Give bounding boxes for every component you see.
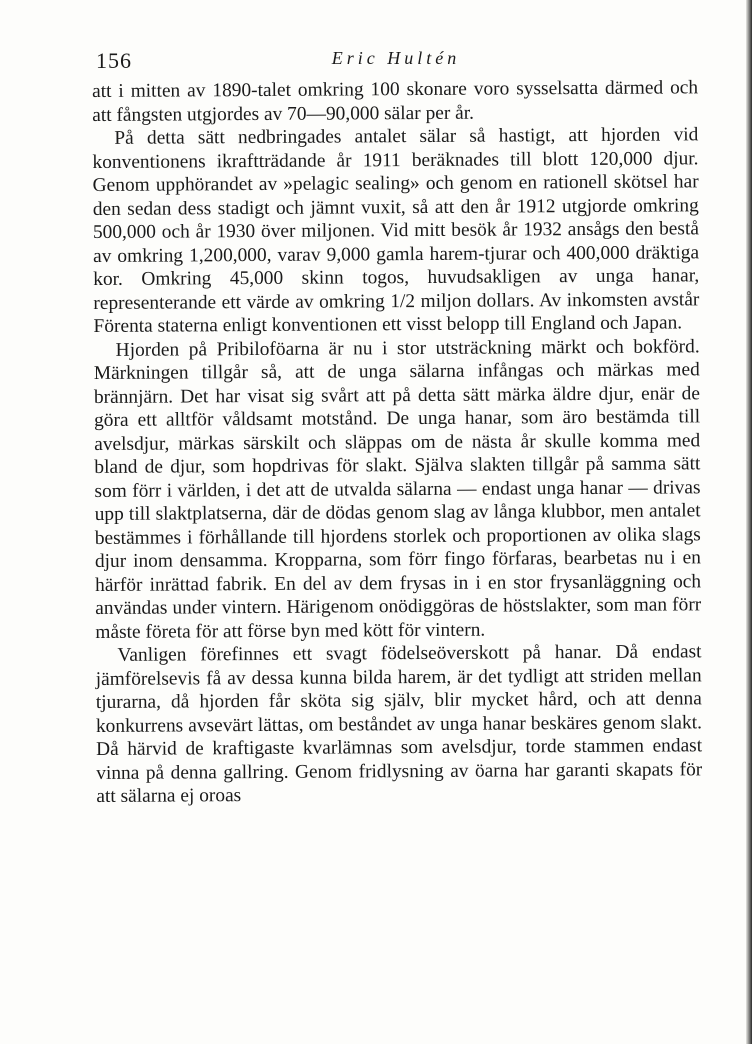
page-number: 156 — [96, 48, 132, 73]
paragraph-1: att i mitten av 1890-talet omkring 100 skonare voro sysselsatta därmed och att fångsten utgjordes av 70—90,000 sälar per år. — [92, 77, 699, 126]
paragraph-4: Vanligen förefinnes ett svagt födelseöverskott på hanar. Då endast jämförelsevis få av dessa kunna bilda harem, är det tydligt att striden mellan tjurarna, då hjorden får sköta sig själv, blir mycket hård, och att denna konkurrens avsevärt lättas, om beståndet av unga hanar beskäres genom slakt. Då härvid de kraftigaste kvarlämnas som avelsdjur, torde stammen endast vinna på denna gallring. Genom fridlysning av öarna har garanti skapats för att sälarna ej oroas — [95, 641, 703, 807]
paragraph-2: På detta sätt nedbringades antalet sälar så hastigt, att hjorden vid konventionens ikraftträdande år 1911 beräknades till blott 120,000 djur. Genom upphörandet av »pelagic sealing» och genom en rationell skötsel har den sedan dess stadigt och jämnt vuxit, så att den år 1912 utgjorde omkring 500,000 och år 1930 över miljonen. Vid mitt besök år 1932 ansågs den bestå av omkring 1,200,000, varav 9,000 gamla harem-tjurar och 400,000 dräktiga kor. Omkring 45,000 skinn togos, huvudsakligen av unga hanar, representerande ett värde av omkring 1/2 miljon dollars. Av inkomsten avstår Förenta staterna enligt konventionen ett visst belopp till England och Japan. — [92, 124, 700, 337]
body-text — [92, 76, 702, 808]
page-edge-shadow — [746, 0, 752, 1044]
page-header — [96, 48, 696, 78]
running-head-author: Eric Hultén — [331, 48, 461, 68]
paragraph-3: Hjorden på Pribiloföarna är nu i stor utsträckning märkt och bokförd. Märkningen tillgår så, att de unga sälarna infångas och märkas med brännjärn. Det har visat sig svårt att på detta sätt märka äldre djur, enär de göra ett alltför våldsamt motstånd. De unga hanar, som äro bestämda till avelsdjur, märkas särskilt och släppas om de nästa år skulle komma med bland de djur, som hopdrivas för slakt. Själva slakten tillgår på samma sätt som förr i världen, i det att de utvalda sälarna — endast unga hanar — drivas upp till slaktplatserna, där de dödas genom slag av långa klubbor, men antalet bestämmes i förhållande till hjordens storlek och proportionen av olika slags djur inom densamma. Kropparna, som förr fingo förfaras, bearbetas nu i en härför inrättad fabrik. En del av dem frysas in i en stor frysanläggning och användas under vintern. Härigenom onödiggöras de höstslakter, som man förr måste företa för att förse byn med kött för vintern. — [93, 335, 702, 643]
